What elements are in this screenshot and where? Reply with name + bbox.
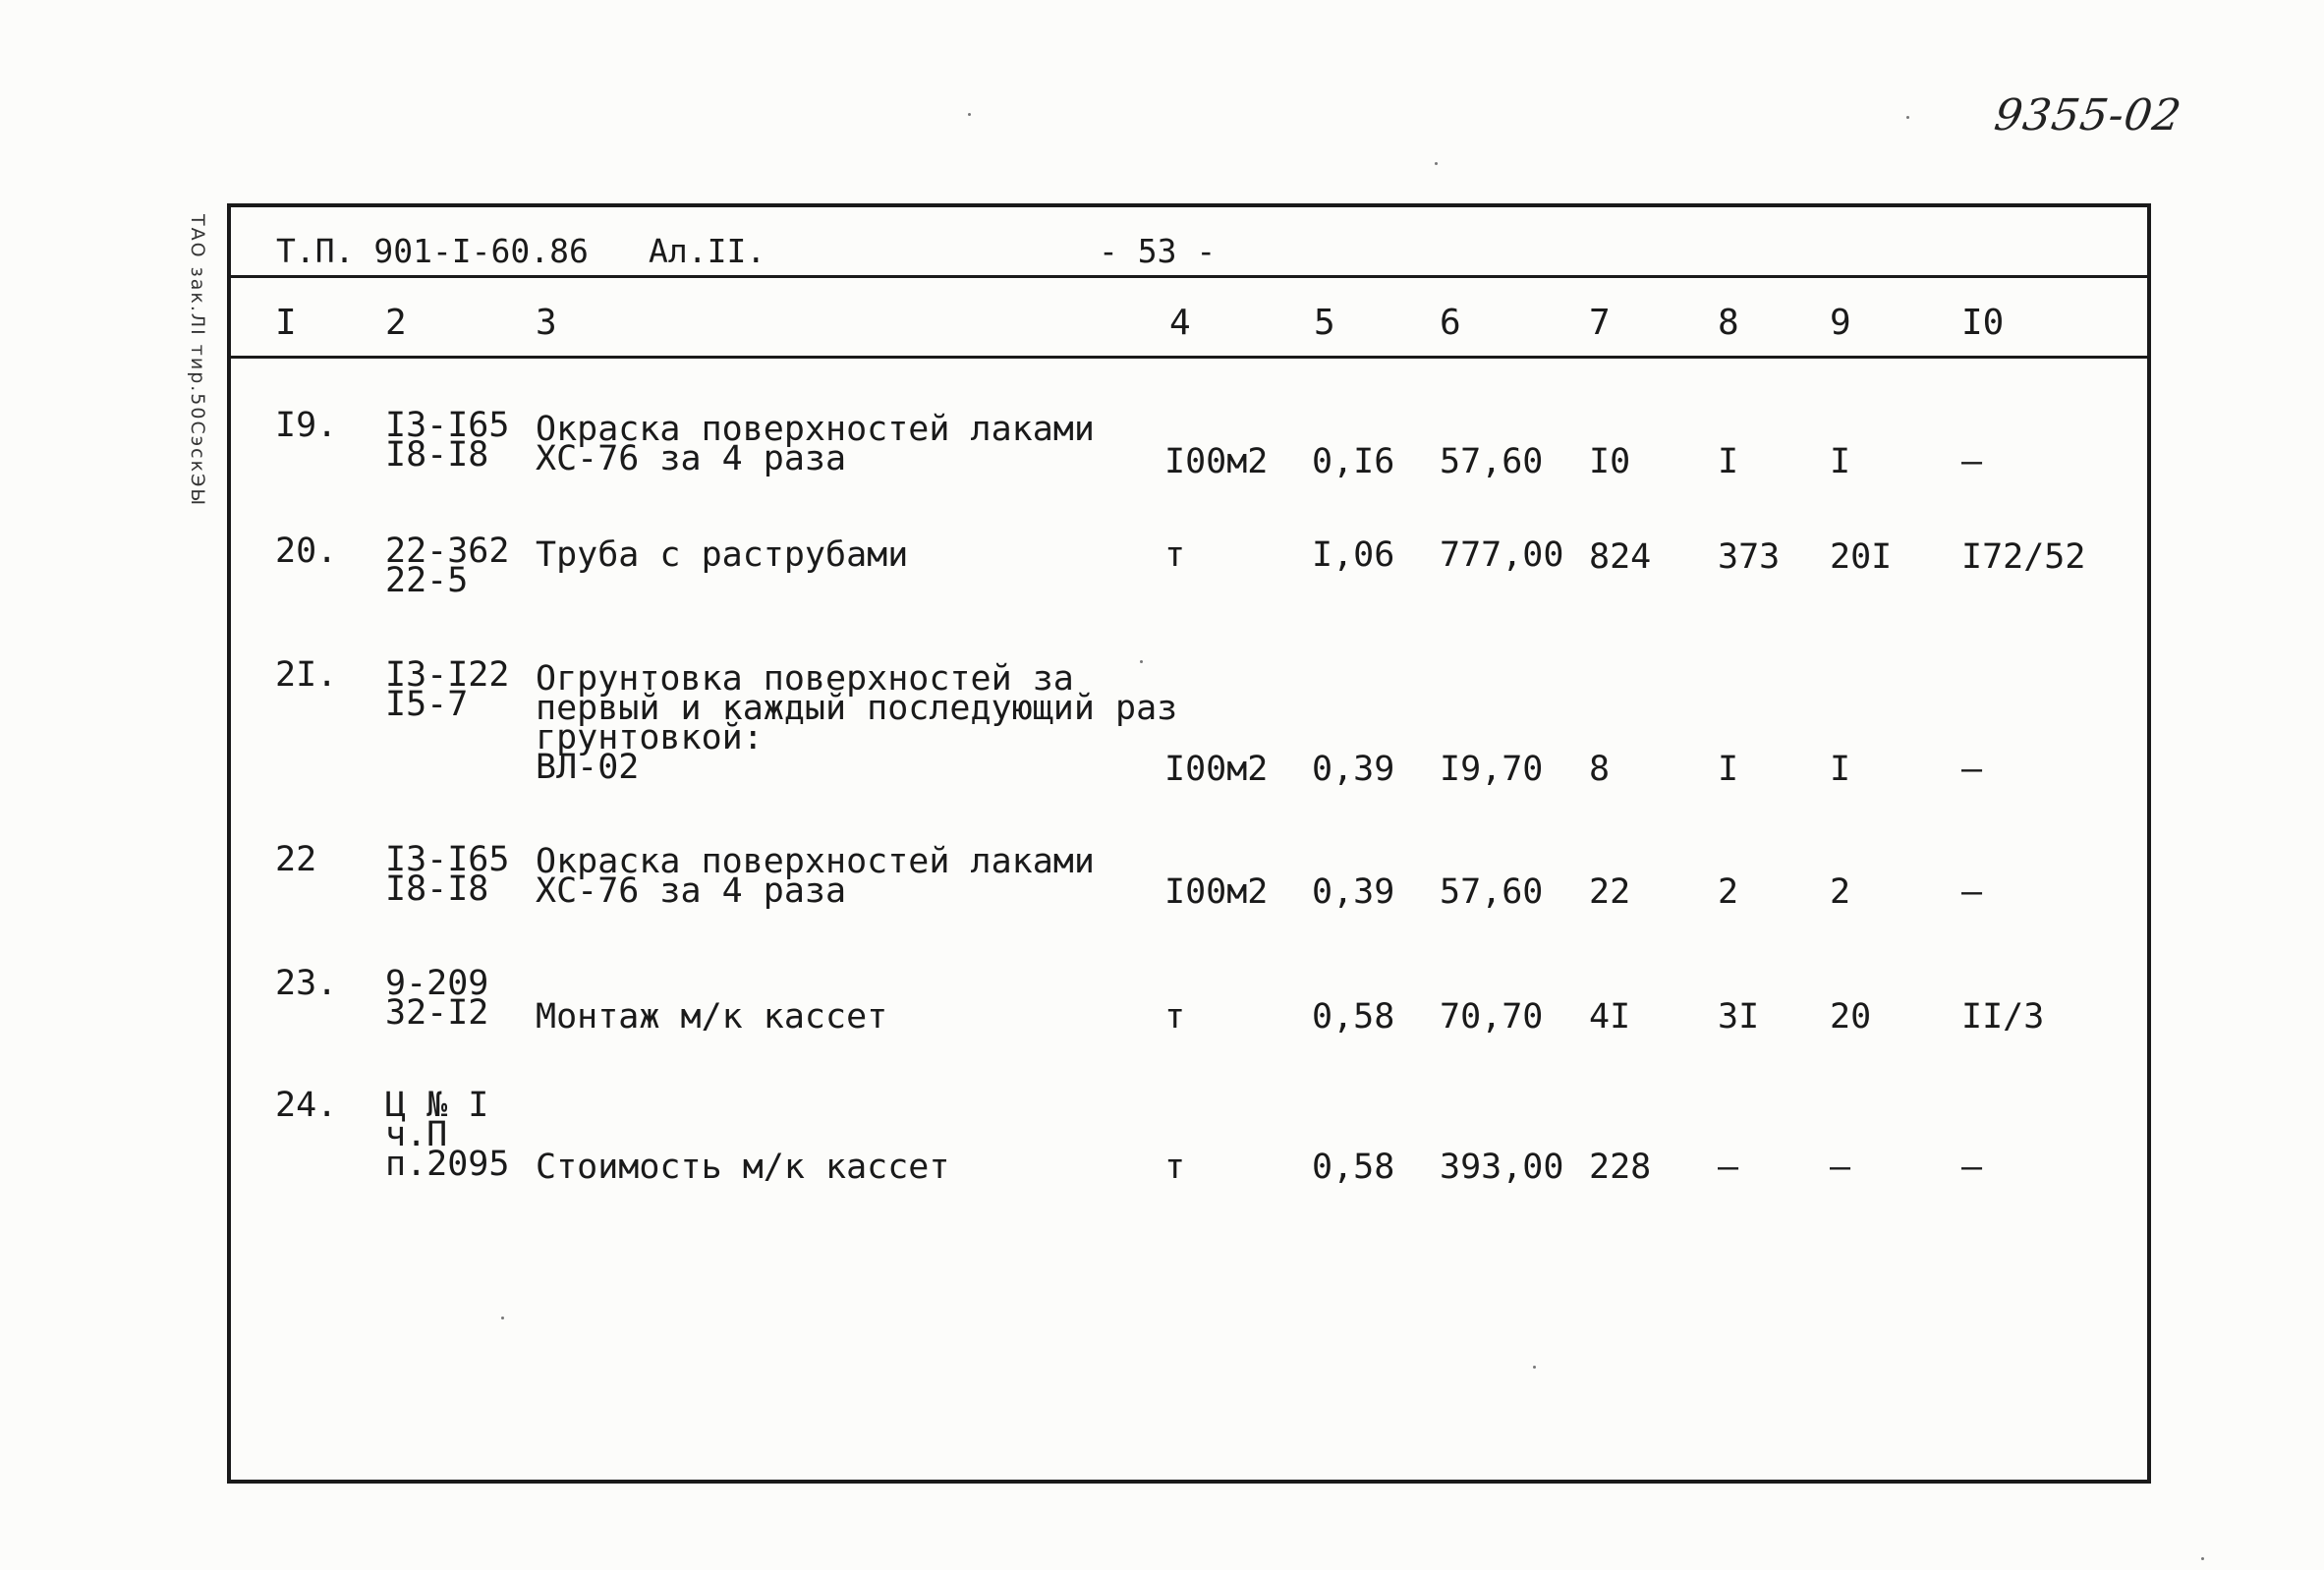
row-number: 20. xyxy=(275,532,338,571)
col8-value: 373 xyxy=(1718,537,1781,577)
unit-price: I9,70 xyxy=(1440,750,1544,789)
col10-value: – xyxy=(1961,1148,1983,1187)
column-number: 3 xyxy=(536,303,557,343)
col8-value: 3I xyxy=(1718,997,1760,1037)
column-number: I xyxy=(275,303,297,343)
column-number: 9 xyxy=(1830,303,1851,343)
row-number: 22 xyxy=(275,840,317,879)
norm-code: 22-362 22-5 xyxy=(385,532,510,600)
column-number: 4 xyxy=(1169,303,1191,343)
scan-speck xyxy=(501,1317,504,1319)
row-number: 24. xyxy=(275,1086,338,1125)
col7-value: 228 xyxy=(1589,1148,1652,1187)
row-number: 2I. xyxy=(275,655,338,695)
column-number: 5 xyxy=(1314,303,1335,343)
col9-value: I xyxy=(1830,750,1851,789)
header-divider xyxy=(231,275,2147,278)
unit-price: 393,00 xyxy=(1440,1148,1564,1187)
col10-value: I72/52 xyxy=(1961,537,2086,577)
row-number: 23. xyxy=(275,964,338,1003)
col10-value: – xyxy=(1961,442,1983,481)
unit: т xyxy=(1164,997,1186,1037)
work-description: Окраска поверхностей лаками ХС-76 за 4 раза xyxy=(536,842,1095,911)
col8-value: 2 xyxy=(1718,872,1739,912)
scan-speck xyxy=(968,113,971,116)
row-number: I9. xyxy=(275,406,338,445)
col10-value: II/3 xyxy=(1961,997,2045,1037)
work-description: Окраска поверхностей лаками ХС-76 за 4 раза xyxy=(536,410,1095,478)
col9-value: 2 xyxy=(1830,872,1851,912)
quantity: I,06 xyxy=(1312,535,1395,575)
work-description: Труба с раструбами xyxy=(536,535,909,575)
quantity: 0,39 xyxy=(1312,750,1395,789)
col7-value: 824 xyxy=(1589,537,1652,577)
col7-value: I0 xyxy=(1589,442,1631,481)
col10-value: – xyxy=(1961,872,1983,912)
col8-value: I xyxy=(1718,442,1739,481)
work-description: Стоимость м/к кассет xyxy=(536,1148,950,1187)
scan-speck xyxy=(1533,1366,1536,1369)
norm-code: Ц № I ч.П п.2095 xyxy=(385,1086,510,1184)
unit-price: 777,00 xyxy=(1440,535,1564,575)
column-number: 6 xyxy=(1440,303,1461,343)
unit-price: 70,70 xyxy=(1440,997,1544,1037)
column-number: 8 xyxy=(1718,303,1739,343)
column-number: 2 xyxy=(385,303,407,343)
work-description: Огрунтовка поверхностей за первый и каждый последующий раз грунтовкой: ВЛ-02 xyxy=(536,659,1178,787)
page-number: - 53 - xyxy=(1099,232,1217,270)
album-label: Ал.II. xyxy=(649,232,766,270)
unit-price: 57,60 xyxy=(1440,442,1544,481)
col8-value: – xyxy=(1718,1148,1739,1187)
col9-value: I xyxy=(1830,442,1851,481)
unit: т xyxy=(1164,535,1186,575)
quantity: 0,58 xyxy=(1312,997,1395,1037)
col9-value: – xyxy=(1830,1148,1851,1187)
unit: I00м2 xyxy=(1164,442,1269,481)
scan-speck xyxy=(1140,660,1143,663)
work-description: Монтаж м/к кассет xyxy=(536,997,888,1037)
quantity: 0,39 xyxy=(1312,872,1395,912)
col7-value: 22 xyxy=(1589,872,1631,912)
scan-speck xyxy=(2201,1557,2204,1560)
norm-code: I3-I65 I8-I8 xyxy=(385,406,510,475)
column-numbers-divider xyxy=(231,356,2147,359)
document-number: 9355-02 xyxy=(1991,90,2185,140)
quantity: 0,58 xyxy=(1312,1148,1395,1187)
col9-value: 20 xyxy=(1830,997,1872,1037)
col10-value: – xyxy=(1961,750,1983,789)
col7-value: 8 xyxy=(1589,750,1611,789)
table-frame xyxy=(227,203,2151,1484)
norm-code: I3-I22 I5-7 xyxy=(385,655,510,724)
unit: I00м2 xyxy=(1164,750,1269,789)
scan-speck xyxy=(1435,162,1438,165)
unit-price: 57,60 xyxy=(1440,872,1544,912)
unit: I00м2 xyxy=(1164,872,1269,912)
scan-speck xyxy=(1906,116,1909,119)
column-number: I0 xyxy=(1961,303,2005,343)
side-print-stamp: ТАО зак.ЛI тир.50СэскЭЫ xyxy=(187,214,208,508)
column-number: 7 xyxy=(1589,303,1611,343)
col8-value: I xyxy=(1718,750,1739,789)
norm-code: 9-209 32-I2 xyxy=(385,964,489,1033)
col9-value: 20I xyxy=(1830,537,1893,577)
norm-code: I3-I65 I8-I8 xyxy=(385,840,510,909)
quantity: 0,I6 xyxy=(1312,442,1395,481)
unit: т xyxy=(1164,1148,1186,1187)
col7-value: 4I xyxy=(1589,997,1631,1037)
project-code: Т.П. 901-I-60.86 xyxy=(276,232,589,270)
